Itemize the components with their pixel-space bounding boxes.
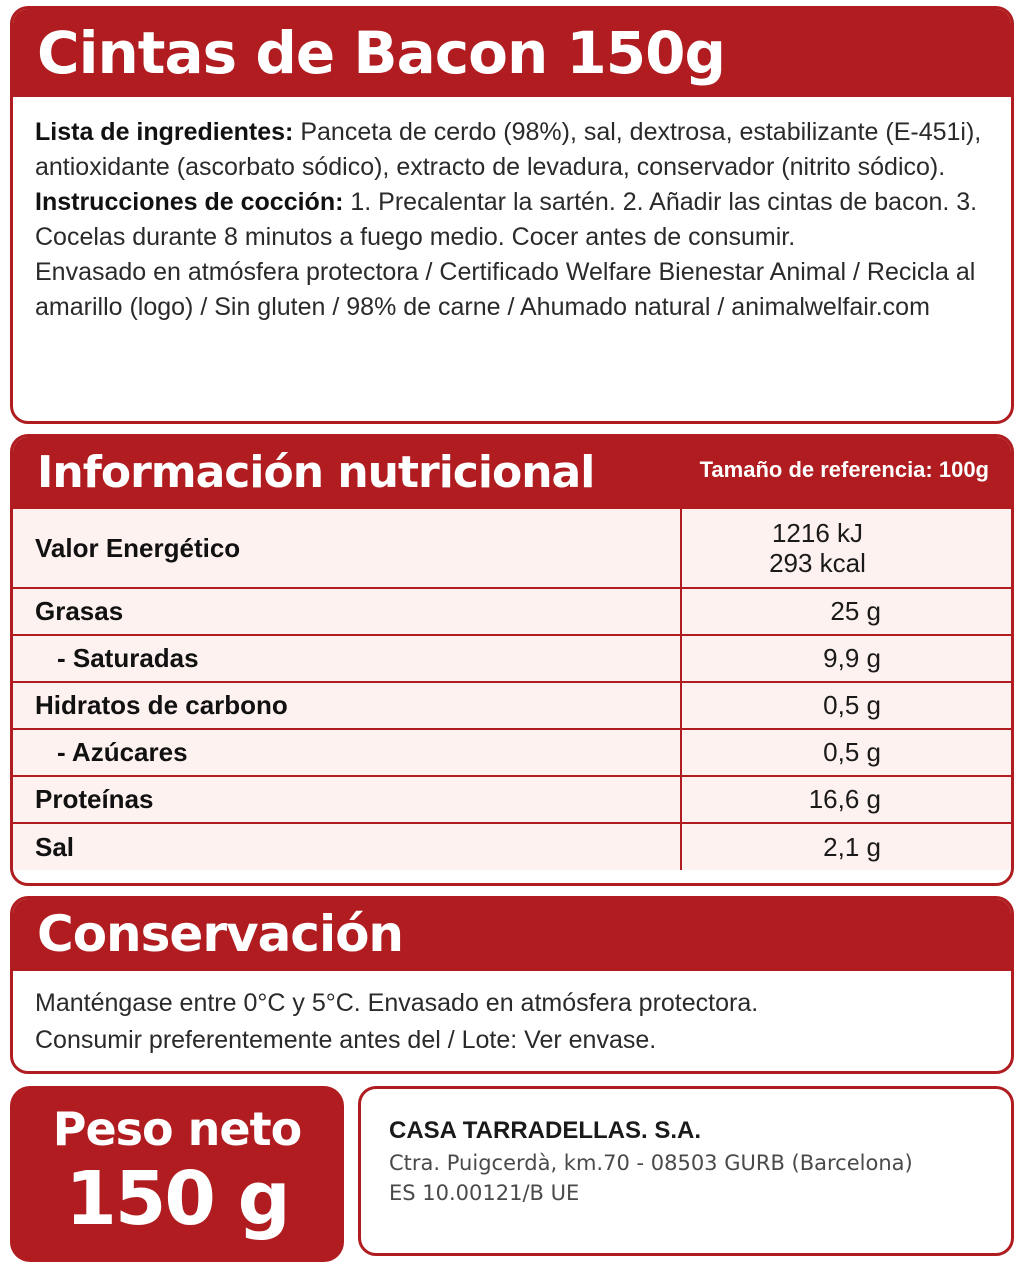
- nutrient-name: Proteínas: [13, 776, 681, 823]
- table-row: [13, 776, 1011, 823]
- conservation-line-2: Consumir preferentemente antes del / Lote: Ver envase.: [35, 1026, 657, 1054]
- nutrition-panel: [10, 434, 1014, 886]
- net-weight-value: 150 g: [65, 1156, 289, 1242]
- nutrition-table: [13, 507, 1011, 870]
- extra-info-text: Envasado en atmósfera protectora / Certificado Welfare Bienestar Animal / Recicla al amarillo (logo) / Sin gluten / 98% de carne / Ahumado natural / animalwelfair.com: [35, 258, 976, 321]
- nutrition-title: Información nutricional: [37, 447, 595, 498]
- table-row: [13, 635, 1011, 682]
- table-row: [13, 823, 1011, 870]
- ingredients-label: Lista de ingredientes:: [35, 118, 294, 146]
- ingredients-text: Panceta de cerdo (98%), sal, dextrosa, estabilizante (E-451i), antioxidante (ascorbato sódico), extracto de levadura, conservador (nitrito sódico).: [35, 118, 982, 181]
- company-address: Ctra. Puigcerdà, km.70 - 08503 GURB (Barcelona): [389, 1151, 913, 1175]
- ingredients-body: [13, 97, 1011, 325]
- product-title: Cintas de Bacon 150g: [37, 19, 726, 87]
- nutrient-value: 2,1 g: [681, 823, 1011, 870]
- nutrient-value: 0,5 g: [681, 682, 1011, 729]
- company-registry: ES 10.00121/B UE: [389, 1181, 580, 1205]
- product-title-bar: [13, 9, 1011, 97]
- ingredients-panel: [10, 6, 1014, 424]
- table-row: [13, 508, 1011, 588]
- energy-kj: 1216 kJ: [771, 518, 864, 548]
- nutrient-name: Grasas: [13, 588, 681, 635]
- company-name: CASA TARRADELLAS. S.A.: [389, 1117, 701, 1144]
- nutrient-value: 25 g: [681, 588, 1011, 635]
- conservation-body: [13, 971, 1011, 1059]
- conservation-title: Conservación: [37, 905, 404, 963]
- nutrient-name: Valor Energético: [13, 508, 681, 588]
- nutrient-name: - Azúcares: [13, 729, 681, 776]
- company-panel: [358, 1086, 1014, 1256]
- net-weight-badge: [10, 1086, 344, 1262]
- nutrient-name: Hidratos de carbono: [13, 682, 681, 729]
- nutrient-value: 9,9 g: [681, 635, 1011, 682]
- nutrient-value: 0,5 g: [681, 729, 1011, 776]
- ingredients-paragraph: [35, 115, 989, 185]
- conservation-panel: [10, 896, 1014, 1074]
- table-row: [13, 682, 1011, 729]
- nutrient-value: 16,6 g: [681, 776, 1011, 823]
- cooking-label: Instrucciones de cocción:: [35, 188, 344, 216]
- table-row: [13, 588, 1011, 635]
- cooking-paragraph: [35, 185, 989, 255]
- energy-kcal: 293 kcal: [769, 548, 866, 578]
- nutrient-value: [681, 508, 1011, 588]
- nutrient-name: Sal: [13, 823, 681, 870]
- table-row: [13, 729, 1011, 776]
- conservation-line-1: Manténgase entre 0°C y 5°C. Envasado en atmósfera protectora.: [35, 989, 759, 1017]
- nutrient-name: - Saturadas: [13, 635, 681, 682]
- cooking-text: 1. Precalentar la sartén. 2. Añadir las cintas de bacon. 3. Cocelas durante 8 minutos a fuego medio. Cocer antes de consumir.: [35, 188, 978, 251]
- conservation-title-bar: [13, 899, 1011, 971]
- reference-size: Tamaño de referencia: 100g: [699, 457, 989, 482]
- net-weight-label: Peso neto: [52, 1102, 302, 1156]
- nutrition-title-bar: [13, 437, 1011, 507]
